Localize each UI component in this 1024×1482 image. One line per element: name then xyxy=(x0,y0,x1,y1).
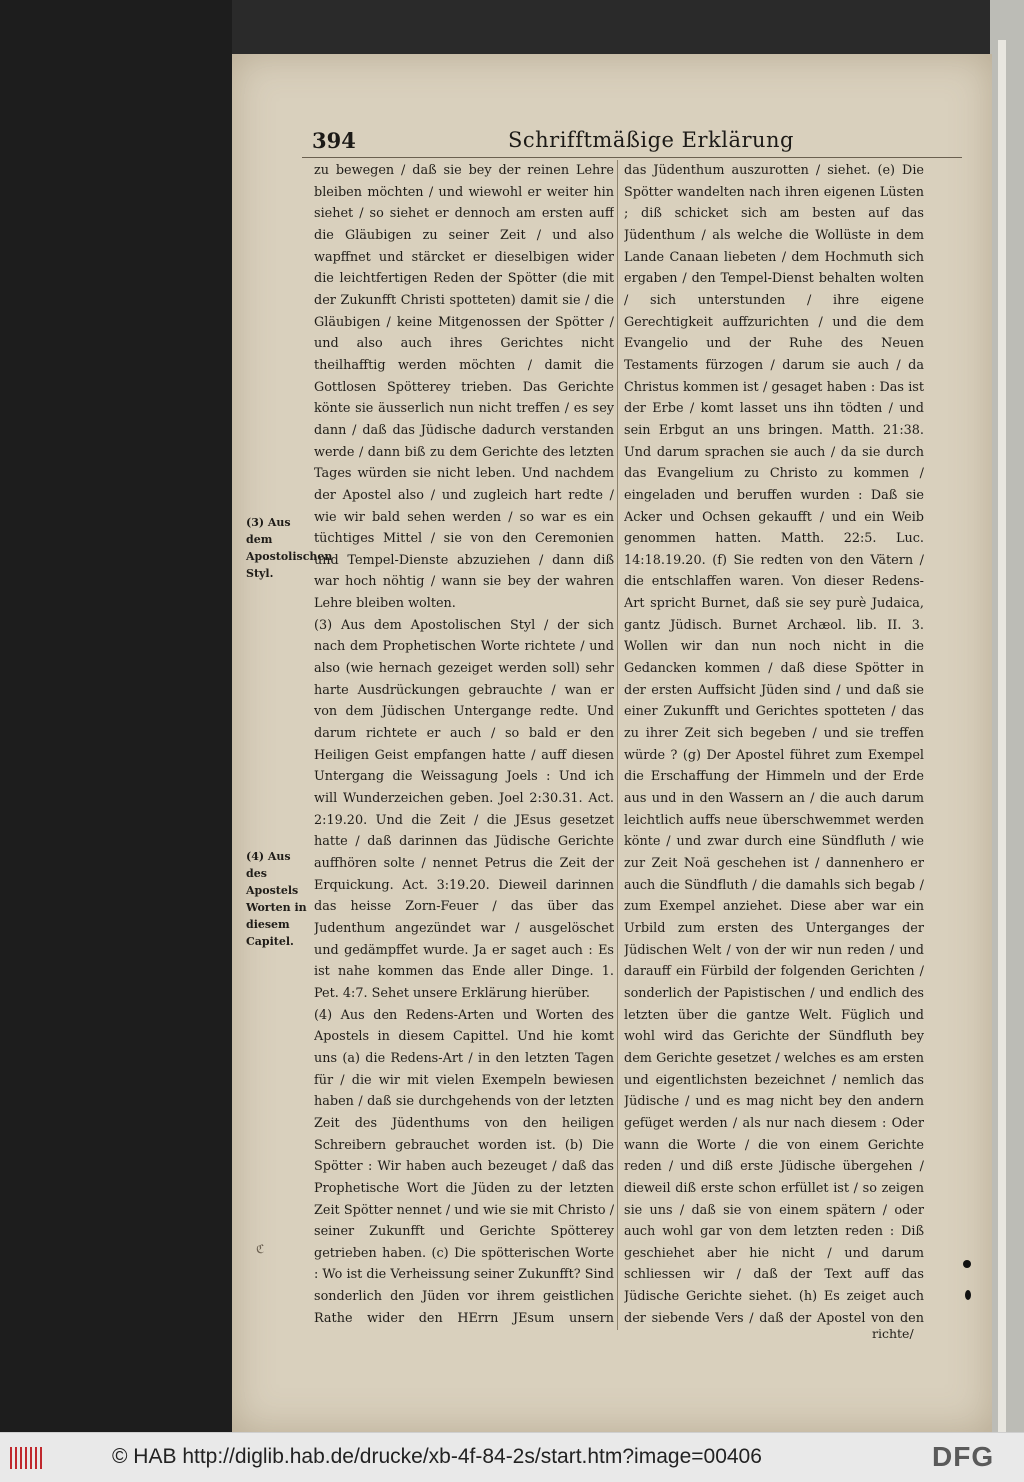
left-paragraph-3: (4) Aus den Redens-Arten und Worten des Apostels in diesem Capittel. Und hie komt uns (a) die Redens-Art / in den letzten Tagen für / die wir mit vielen Exempeln bewiesen haben / daß sie durchgehends von der letzten Zeit des Jüdenthums von den heiligen Schreibern gebrauchet worden ist. (b) Die Spötter : Wir haben auch bezeuget / daß das Prophetische Wort die Jüden zu der letzten Zeit Spötter nennet / und wie sie mit Christo / seiner Zukunfft und Gerichte Spötterey getrieben haben. (c) Die spötterischen Worte : Wo ist die Verheissung seiner Zukunfft? Sind sonderlich den Jüden vor ihrem geistlichen Rathe wider den HErrn JEsum unsern xyxy=(314,1007,614,1326)
catchword: richte/ xyxy=(872,1326,914,1341)
library-stamp: ℭ xyxy=(256,1242,265,1256)
page-number: 394 xyxy=(312,128,356,153)
ink-spot-2 xyxy=(965,1290,971,1300)
header-rule xyxy=(302,157,962,158)
margin-note-apostolic-style: (3) Aus dem Apostolischen Styl. xyxy=(246,516,333,580)
running-head: Schrifftmäßige Erklärung xyxy=(508,128,794,152)
viewer-footer xyxy=(0,1432,1024,1482)
background-left xyxy=(0,0,232,1432)
right-paragraph-1: das Jüdenthum auszurotten / siehet. (e) Die Spötter wandelten nach ihren eigenen Lüsten ; diß schicket sich am besten auf das Jüdenthum / als welche die Wollüste in dem Lande Canaan liebeten / dem Hochmuth sich ergaben / den Tempel-Dienst behalten wolten / sich unterstunden / ihre eigene Gerechtigkeit auffzurichten / und die dem Evangelio und der Ruhe des Neuen Testaments fürzogen / darum sie auch / da Christus kommen ist / gesaget haben : Das ist der Erbe / komt lasset uns ihn tödten / und sein Erbgut an uns bringen. Matth. 21:38. Und darum sprachen sie auch / da sie durch das Evangelium zu Christo zu kommen / eingeladen und beruffen wurden : Daß sie Acker und Ochsen gekaufft / und ein Weib genommen hatten. Matth. 22:5. Luc. 14:18.19.20. (f) Sie redten von den Vätern / die entschlaffen waren. Von dieser Redens-Art spricht Burnet, daß sie sey purè Judaica, gantz Jüdisch. Burnet Archæol. lib. II. 3. Wollen wir dan nun noch nicht in die Gedancken kommen / daß diese Spötter in der ersten Auffsicht Jüden sind / und daß sie einer Zukunfft und Gerichtes spotteten / das zu ihrer Zeit sich begeben / und sie treffen würde ? (g) Der Apostel führet zum Exempel die Erschaffung der Himmeln und der Erde aus und in den Wassern an / die auch darum leichtlich auffs neue überschwemmet werden könte / und zwar durch eine Sündfluth / wie zur Zeit Noä geschehen ist / dannenhero er auch die Sündfluth / die damahls sich begab / zum Exempel anziehet. Diese aber war ein Urbild zum ersten des Unterganges der Jüdischen Welt / von der wir nun reden / und darauff ein Fürbild der folgenden Gerichten / sonderlich der Papistischen / und endlich des letzten über die gantze Welt. Füglich und wohl wird das Gerichte der Sündfluth bey dem Gerichte gesetzet / welches es am ersten und eigentlichsten bezeichnet / nemlich das Jüdische / und es mag nicht bey den andern gefüget werden / als nur nach diesem : Oder wann die Worte / die von einem Gerichte reden / und diß erste Jüdische übergehen / dieweil diß erste schon erfüllet ist / so zeigen sie uns / daß sie von einem spätern / oder auch wohl gar von dem letzten reden : Diß geschiehet aber hie nicht / und darum schliessen wir / daß der Text auff das Jüdische Gerichte siehet. (h) Es zeiget auch der siebende Vers / daß der Apostel von den xyxy=(624,163,924,1326)
page-header xyxy=(312,128,962,158)
left-column xyxy=(314,160,614,1330)
barcode-icon xyxy=(10,1447,44,1469)
next-page-edge xyxy=(998,40,1006,1432)
book-page xyxy=(232,54,992,1432)
dfg-logo: DFG xyxy=(932,1441,995,1472)
left-paragraph-2: (3) Aus dem Apostolischen Styl / der sich nach dem Prophetischen Worte richtete / und also (wie hernach gezeiget werden soll) sehr harte Ausdrückungen gebrauchte / wan er von dem Jüdischen Untergange redte. Und darum richtete er auch / so bald er den Heiligen Geist empfangen hatte / auff diesen Untergang die Weissagung Joels : Und ich will Wunderzeichen geben. Joel 2:30.31. Act. 2:19.20. Und die Zeit / die JEsus gesetzet hatte / daß darinnen das Jüdische Gerichte auffhören solte / nennet Petrus die Zeit der Erquickung. Act. 3:19.20. Dieweil darinnen das heisse Zorn-Feuer / das über das Judenthum angezündet war / ausgelöschet und gedämpffet wurde. Ja er saget auch : Es ist nahe kommen das Ende aller Dinge. 1. Pet. 4:7. Sehet unsere Erklärung hierüber. xyxy=(314,617,614,1001)
column-divider xyxy=(617,160,618,1330)
margin-note-phrases: (4) Aus des Apostels Worten in diesem Capitel. xyxy=(246,850,307,948)
left-paragraph-1: zu bewegen / daß sie bey der reinen Lehre bleiben möchten / und wiewohl er weiter hin siehet / so siehet er dennoch am ersten auff die Gläubigen zu seiner Zeit / und also wapffnet und stärcket er dieselbigen wider die leichtfertigen Reden der Spötter (die mit der Zukunfft Christi spotteten) damit sie / die Gläubigen / keine Mitgenossen der Spötter / und also auch ihres Gerichtes nicht theilhafftig werden möchten / damit die Gottlosen Spötterey trieben. Das Gerichte könte sie äusserlich nun nicht treffen / es sey dann / daß das Jüdische dadurch verstanden werde / dann biß zu dem Gerichte des letzten Tages würden sie nicht leben. Und nachdem der Apostel also / und zugleich hart redte / wie wir bald sehen werden / so war es ein tüchtiges Mittel / sie von den Ceremonien und Tempel-Dienste abzuziehen / dann diß war hoch nöhtig / wann sie bey der wahren Lehre bleiben wolten. xyxy=(314,163,614,612)
ink-spot xyxy=(963,1260,971,1268)
background-right xyxy=(990,0,1024,1432)
copyright-link[interactable]: © HAB http://diglib.hab.de/drucke/xb-4f-84-2s/start.htm?image=00406 xyxy=(112,1445,762,1468)
right-column xyxy=(624,160,924,1330)
